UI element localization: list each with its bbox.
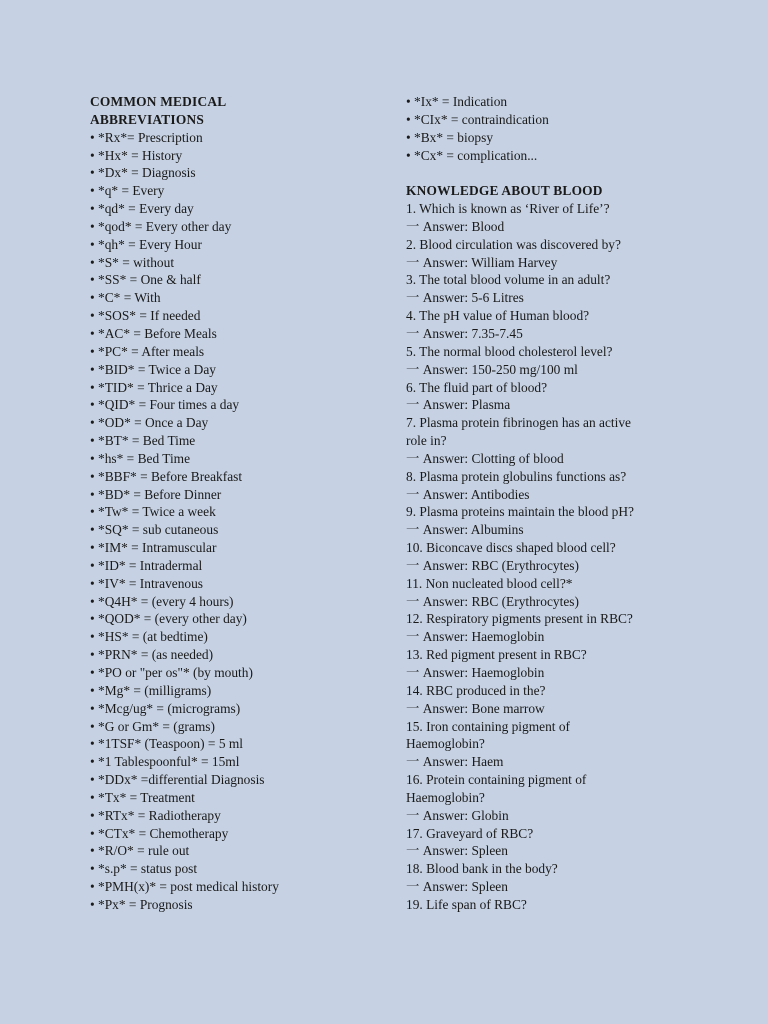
qa-line: 一 Answer: Albumins [406, 522, 524, 538]
abbreviation-item: • *Rx*= Prescription [90, 129, 203, 145]
abbreviation-item: • *BD* = Before Dinner [90, 486, 222, 502]
abbreviation-item: • *PMH(x)* = post medical history [90, 879, 279, 895]
qa-line: Haemoglobin? [406, 789, 485, 805]
abbreviation-item: • *OD* = Once a Day [90, 415, 209, 431]
qa-line: 6. The fluid part of blood? [406, 379, 548, 395]
abbreviation-item: • *C* = With [90, 290, 161, 306]
spacer [406, 164, 706, 182]
abbreviation-item: • *1 Tablespoonful* = 15ml [90, 754, 240, 770]
qa-line: 一 Answer: Blood [406, 218, 505, 234]
qa-line: 一 Answer: Spleen [406, 879, 508, 895]
abbreviation-item: • *RTx* = Radiotherapy [90, 807, 221, 823]
abbreviation-item: • *hs* = Bed Time [90, 450, 191, 466]
abbreviation-item: • *Hx* = History [90, 147, 183, 163]
qa-line: 11. Non nucleated blood cell?* [406, 575, 573, 591]
abbreviations-list [90, 129, 390, 914]
abbreviation-item: • *SS* = One & half [90, 272, 201, 288]
qa-line: 2. Blood circulation was discovered by? [406, 236, 621, 252]
qa-line: 13. Red pigment present in RBC? [406, 647, 587, 663]
abbreviation-item: • *ID* = Intradermal [90, 557, 203, 573]
qa-line: 1. Which is known as ‘River of Life’? [406, 201, 610, 217]
qa-line: 一 Answer: Antibodies [406, 486, 530, 502]
qa-line: 14. RBC produced in the? [406, 682, 546, 698]
abbreviation-item: • *Dx* = Diagnosis [90, 165, 196, 181]
qa-line: 一 Answer: Plasma [406, 397, 511, 413]
abbreviation-item: • *DDx* =differential Diagnosis [90, 772, 265, 788]
qa-line: 一 Answer: 7.35-7.45 [406, 325, 523, 341]
abbreviation-item: • *1TSF* (Teaspoon) = 5 ml [90, 736, 244, 752]
qa-line: 一 Answer: 5-6 Litres [406, 290, 524, 306]
blood-knowledge-heading: KNOWLEDGE ABOUT BLOOD [406, 183, 603, 199]
abbreviation-item: • *q* = Every [90, 183, 165, 199]
abbreviations-column [90, 93, 390, 914]
abbreviation-item: • *BBF* = Before Breakfast [90, 468, 243, 484]
qa-line: 18. Blood bank in the body? [406, 861, 558, 877]
abbreviation-item: • *s.p* = status post [90, 861, 198, 877]
abbreviation-item: • *R/O* = rule out [90, 843, 190, 859]
abbreviation-item: • *Cx* = complication... [406, 147, 538, 163]
qa-line: 一 Answer: Spleen [406, 843, 508, 859]
abbreviation-item: • *Bx* = biopsy [406, 129, 494, 145]
qa-line: 一 Answer: Haemoglobin [406, 665, 545, 680]
abbreviation-item: • *TID* = Thrice a Day [90, 379, 218, 395]
qa-line: 16. Protein containing pigment of [406, 772, 587, 788]
abbreviation-item: • *SOS* = If needed [90, 308, 201, 324]
qa-line: 一 Answer: RBC (Erythrocytes) [406, 593, 579, 609]
abbreviation-item: • *S* = without [90, 254, 175, 270]
qa-line: 一 Answer: Bone marrow [406, 700, 545, 716]
abbreviation-item: • *PO or "per os"* (by mouth) [90, 665, 253, 680]
qa-line: 5. The normal blood cholesterol level? [406, 343, 613, 359]
blood-qa-list [406, 200, 706, 914]
qa-line: 一 Answer: Haemoglobin [406, 629, 545, 645]
abbreviation-item: • *qod* = Every other day [90, 218, 232, 234]
abbreviation-item: • *PRN* = (as needed) [90, 647, 214, 663]
qa-line: role in? [406, 433, 447, 449]
qa-line: 10. Biconcave discs shaped blood cell? [406, 540, 616, 556]
qa-line: 一 Answer: RBC (Erythrocytes) [406, 557, 579, 573]
qa-line: 一 Answer: William Harvey [406, 254, 558, 270]
qa-line: 一 Answer: Globin [406, 807, 509, 823]
abbreviation-item: • *Mg* = (milligrams) [90, 682, 212, 698]
abbreviation-item: • *IM* = Intramuscular [90, 540, 217, 556]
abbreviation-item: • *BT* = Bed Time [90, 433, 196, 449]
qa-line: 12. Respiratory pigments present in RBC? [406, 611, 633, 627]
qa-line: 17. Graveyard of RBC? [406, 825, 534, 841]
qa-line: 4. The pH value of Human blood? [406, 308, 590, 324]
abbreviation-item: • *Px* = Prognosis [90, 896, 193, 912]
abbreviation-item: • *BID* = Twice a Day [90, 361, 216, 377]
qa-line: 9. Plasma proteins maintain the blood pH? [406, 504, 634, 520]
qa-line: 一 Answer: Clotting of blood [406, 450, 564, 466]
qa-line: 8. Plasma protein globulins functions as? [406, 468, 627, 484]
qa-line: 15. Iron containing pigment of [406, 718, 571, 734]
abbreviation-item: • *qd* = Every day [90, 201, 194, 217]
abbreviation-item: • *IV* = Intravenous [90, 575, 204, 591]
qa-line: 3. The total blood volume in an adult? [406, 272, 611, 288]
abbreviation-item: • *Tx* = Treatment [90, 789, 195, 805]
abbreviation-item: • *QOD* = (every other day) [90, 611, 247, 627]
abbreviations-continued-list [406, 93, 706, 164]
abbreviation-item: • *QID* = Four times a day [90, 397, 240, 413]
abbreviation-item: • *Ix* = Indication [406, 94, 508, 109]
qa-line: 19. Life span of RBC? [406, 896, 527, 912]
abbreviations-heading-line1: COMMON MEDICAL [90, 94, 227, 109]
abbreviation-item: • *CIx* = contraindication [406, 111, 549, 127]
abbreviation-item: • *qh* = Every Hour [90, 236, 202, 252]
abbreviations-heading-line2: ABBREVIATIONS [90, 111, 204, 127]
qa-line: 一 Answer: 150-250 mg/100 ml [406, 361, 578, 377]
abbreviation-item: • *Mcg/ug* = (micrograms) [90, 700, 241, 716]
abbreviation-item: • *Q4H* = (every 4 hours) [90, 593, 234, 609]
abbreviation-item: • *HS* = (at bedtime) [90, 629, 208, 645]
abbreviation-item: • *SQ* = sub cutaneous [90, 522, 219, 538]
abbreviation-item: • *Tw* = Twice a week [90, 504, 216, 520]
abbreviation-item: • *CTx* = Chemotherapy [90, 825, 229, 841]
qa-line: 一 Answer: Haem [406, 754, 504, 770]
qa-line: 7. Plasma protein fibrinogen has an active [406, 415, 631, 431]
abbreviation-item: • *PC* = After meals [90, 343, 205, 359]
qa-line: Haemoglobin? [406, 736, 485, 752]
blood-knowledge-column [406, 93, 706, 914]
abbreviation-item: • *AC* = Before Meals [90, 325, 217, 341]
abbreviation-item: • *G or Gm* = (grams) [90, 718, 215, 734]
